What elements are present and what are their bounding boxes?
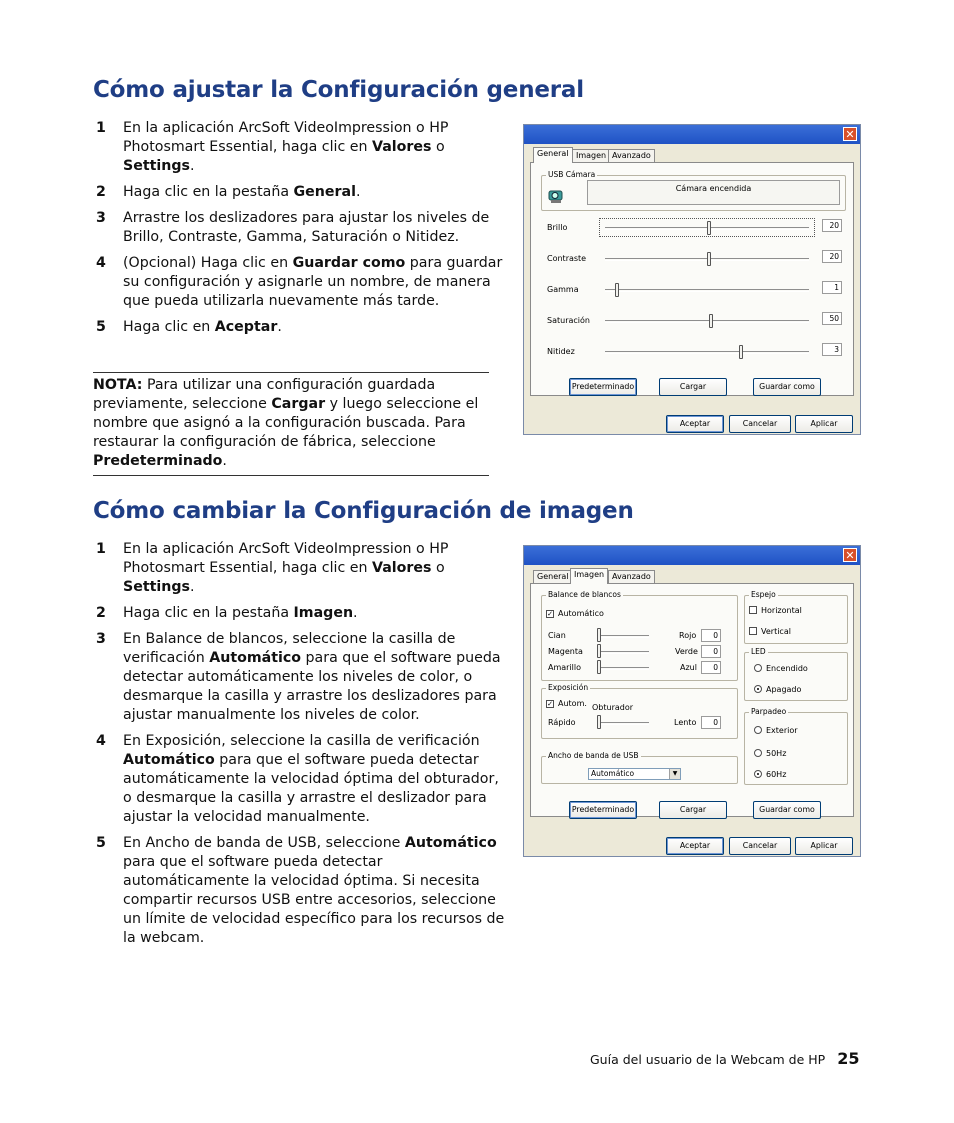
slider-label: Nitidez	[547, 347, 575, 356]
slider-label: Gamma	[547, 285, 579, 294]
note-box: NOTA: Para utilizar una configuración guardada previamente, seleccione Cargar y luego seleccione el nombre que asignó a la configuración buscada. Para restaurar la configuración de fábrica, seleccione Predeterminado.	[93, 372, 489, 476]
led-group: LED Encendido Apagado	[744, 652, 848, 701]
shutter-label: Obturador	[592, 703, 634, 712]
wb-right-label: Azul	[680, 663, 697, 672]
list-item: 3 Arrastre los deslizadores para ajustar los niveles de Brillo, Contraste, Gamma, Saturación o Nitidez.	[96, 210, 490, 245]
slider-label: Contraste	[547, 254, 587, 263]
slider-thumb-saturacion[interactable]	[709, 314, 713, 328]
mirror-vertical-checkbox[interactable]	[749, 627, 757, 635]
wb-left-label: Amarillo	[548, 663, 582, 672]
list-item: 4 (Opcional) Haga clic en Guardar como para guardar su configuración y asignarle un nombre, de manera que pueda utilizarla nuevamente más tarde.	[96, 255, 503, 309]
exposure-group: Exposición ✓ Autom. Obturador Rápido Lento 0	[541, 688, 738, 739]
slider-track	[605, 320, 809, 323]
tab-imagen[interactable]: Imagen	[572, 149, 610, 162]
cargar-button[interactable]: Cargar	[659, 378, 727, 396]
aceptar-button[interactable]: Aceptar	[666, 415, 724, 433]
cargar-button[interactable]: Cargar	[659, 801, 727, 819]
mirror-horizontal-checkbox[interactable]	[749, 606, 757, 614]
page-footer	[590, 1049, 859, 1068]
wb-auto-label: Automático	[558, 609, 604, 618]
wb-left-label: Magenta	[548, 647, 583, 656]
led-on-radio[interactable]	[754, 664, 762, 672]
fast-label: Rápido	[548, 718, 576, 727]
cancelar-button[interactable]: Cancelar	[729, 415, 791, 433]
usb-bandwidth-select[interactable]: Automático ▼	[588, 768, 681, 780]
magenta-green-slider-thumb[interactable]	[597, 644, 601, 658]
exposure-auto-checkbox[interactable]: ✓	[547, 700, 553, 708]
usb-bandwidth-group: Ancho de banda de USB Automático ▼	[541, 756, 738, 784]
close-icon[interactable]: ✕	[843, 548, 857, 562]
mirror-group: Espejo Horizontal Vertical	[744, 595, 848, 644]
aplicar-button[interactable]: Aplicar	[795, 837, 853, 855]
slider-label: Brillo	[547, 223, 568, 232]
wb-right-label: Verde	[675, 647, 698, 656]
predeterminado-button[interactable]: Predeterminado	[569, 801, 637, 819]
slider-thumb-nitidez[interactable]	[739, 345, 743, 359]
tab-imagen[interactable]: Imagen	[570, 568, 608, 584]
slider-thumb-brillo[interactable]	[707, 221, 711, 235]
camera-icon	[547, 185, 567, 205]
list-item: 5 En Ancho de banda de USB, seleccione Automático para que el software pueda detectar automáticamente la velocidad óptima. Si necesita compartir recursos USB entre accesorios, seleccione un límite de velocidad específico para los recursos de la webcam.	[96, 835, 505, 946]
nitidez-value: 3	[822, 343, 842, 356]
mirror-horizontal-label: Horizontal	[761, 606, 802, 615]
yellow-blue-slider-thumb[interactable]	[597, 660, 601, 674]
flicker-50hz-radio[interactable]	[754, 749, 762, 757]
flicker-outdoor-radio[interactable]	[754, 726, 762, 734]
slider-track	[597, 635, 649, 638]
section-title-general: Cómo ajustar la Configuración general	[93, 77, 584, 103]
flicker-50hz-label: 50Hz	[766, 749, 787, 758]
list-item: 1 En la aplicación ArcSoft VideoImpression o HP Photosmart Essential, haga clic en Valores o Settings.	[96, 120, 449, 174]
footer-title: Guía del usuario de la Webcam de HP	[590, 1052, 826, 1067]
list-item: 2 Haga clic en la pestaña Imagen.	[96, 605, 358, 621]
slider-label: Saturación	[547, 316, 590, 325]
shutter-slider-thumb[interactable]	[597, 715, 601, 729]
predeterminado-button[interactable]: Predeterminado	[569, 378, 637, 396]
title-bar	[524, 546, 860, 565]
steps-imagen	[93, 540, 507, 955]
contraste-value: 20	[822, 250, 842, 263]
close-icon[interactable]: ✕	[843, 127, 857, 141]
camera-status: Cámara encendida	[587, 180, 840, 205]
steps-general	[93, 119, 507, 344]
wb-left-label: Cian	[548, 631, 566, 640]
red-value: 0	[701, 629, 721, 642]
tab-general[interactable]: General	[533, 570, 573, 583]
section-title-imagen: Cómo cambiar la Configuración de imagen	[93, 498, 634, 524]
saturacion-value: 50	[822, 312, 842, 325]
page-number: 25	[837, 1049, 860, 1068]
wb-auto-checkbox[interactable]: ✓	[547, 610, 553, 618]
brillo-value: 20	[822, 219, 842, 232]
cancelar-button[interactable]: Cancelar	[729, 837, 791, 855]
wb-right-label: Rojo	[679, 631, 697, 640]
cyan-red-slider-thumb[interactable]	[597, 628, 601, 642]
gamma-value: 1	[822, 281, 842, 294]
led-off-label: Apagado	[766, 685, 802, 694]
slider-track	[597, 667, 649, 670]
exposure-auto-label: Autom.	[558, 699, 587, 708]
general-panel	[530, 162, 854, 396]
slow-label: Lento	[674, 718, 697, 727]
note-label: NOTA:	[93, 377, 143, 393]
slider-track	[597, 722, 649, 725]
shutter-value: 0	[701, 716, 721, 729]
chevron-down-icon: ▼	[669, 769, 680, 779]
tab-avanzado[interactable]: Avanzado	[608, 149, 655, 162]
white-balance-group: Balance de blancos ✓ Automático Cian Magenta Amarillo Rojo Verde Azul 0 0 0	[541, 595, 738, 681]
imagen-panel	[530, 583, 854, 817]
mirror-vertical-label: Vertical	[761, 627, 791, 636]
settings-dialog-general	[523, 124, 861, 435]
green-value: 0	[701, 645, 721, 658]
led-off-radio[interactable]	[754, 685, 762, 693]
guardar-como-button[interactable]: Guardar como	[753, 801, 821, 819]
slider-track	[597, 651, 649, 654]
flicker-60hz-radio[interactable]	[754, 770, 762, 778]
slider-track	[605, 289, 809, 292]
settings-dialog-imagen	[523, 545, 861, 857]
flicker-group: Parpadeo Exterior 50Hz 60Hz	[744, 712, 848, 785]
title-bar	[524, 125, 860, 144]
tab-general[interactable]: General	[533, 147, 573, 163]
list-item: 4 En Exposición, seleccione la casilla de verificación Automático para que el software pueda detectar automáticamente la velocidad óptima del obturador, o desmarque la casilla y arrastre el deslizador para ajustar la velocidad manualmente.	[96, 733, 499, 825]
slider-track	[605, 351, 809, 354]
slider-thumb-contraste[interactable]	[707, 252, 711, 266]
list-item: 3 En Balance de blancos, seleccione la casilla de verificación Automático para que el software pueda detectar automáticamente los niveles de color, o desmarque la casilla y arrastre los deslizadores para ajustar manualmente los niveles de color.	[96, 631, 501, 723]
usb-camera-group: USB Cámara Cámara encendida	[541, 175, 846, 211]
list-item: 5 Haga clic en Aceptar.	[96, 319, 282, 335]
list-item: 2 Haga clic en la pestaña General.	[96, 184, 361, 200]
led-on-label: Encendido	[766, 664, 808, 673]
aplicar-button[interactable]: Aplicar	[795, 415, 853, 433]
blue-value: 0	[701, 661, 721, 674]
aceptar-button[interactable]: Aceptar	[666, 837, 724, 855]
tab-avanzado[interactable]: Avanzado	[608, 570, 655, 583]
flicker-60hz-label: 60Hz	[766, 770, 787, 779]
flicker-outdoor-label: Exterior	[766, 726, 798, 735]
slider-thumb-gamma[interactable]	[615, 283, 619, 297]
guardar-como-button[interactable]: Guardar como	[753, 378, 821, 396]
list-item: 1 En la aplicación ArcSoft VideoImpression o HP Photosmart Essential, haga clic en Valores o Settings.	[96, 541, 449, 595]
